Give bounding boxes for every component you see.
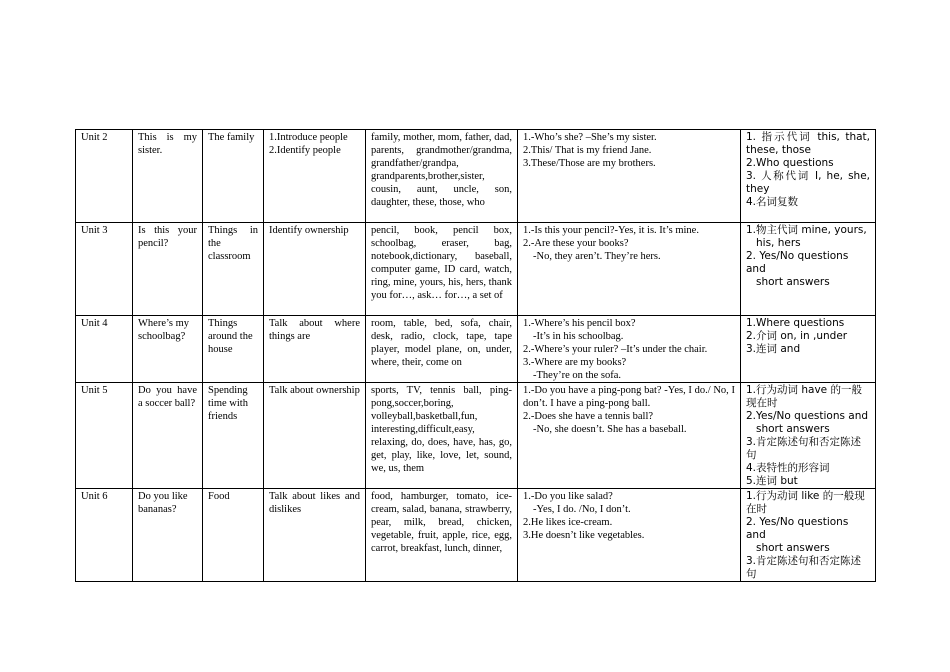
unit-cell: Unit 3 [76, 223, 133, 316]
topic-cell: The family [203, 130, 264, 223]
topic-cell: Food [203, 489, 264, 582]
functions-cell: Talk about likes and dislikes [264, 489, 366, 582]
structures-cell: 1.-Who’s she? –She’s my sister. 2.This/ That is my friend Jane. 3.These/Those are my brothers. [518, 130, 741, 223]
table-row [76, 130, 876, 223]
grammar-cell: 1. 指示代词 this, that, these, those 2.Who questions 3. 人称代词 I, he, she, they 4.名词复数 [741, 130, 876, 223]
table-row [76, 316, 876, 383]
vocabulary-cell: food, hamburger, tomato, ice-cream, salad, banana, strawberry, pear, milk, bread, chicken, vegetable, fruit, apple, rice, egg, carrot, breakfast, lunch, dinner, [366, 489, 518, 582]
structures-cell: 1.-Do you like salad? -Yes, I do. /No, I don’t. 2.He likes ice-cream. 3.He doesn’t like vegetables. [518, 489, 741, 582]
grammar-cell: 1.行为动词 like 的一般现在时 2. Yes/No questions and short answers 3.肯定陈述句和否定陈述句 [741, 489, 876, 582]
structures-cell: 1.-Where’s his pencil box? -It’s in his schoolbag. 2.-Where’s your ruler? –It’s under the chair. 3.-Where are my books? -They’re on the sofa. [518, 316, 741, 383]
vocabulary-cell: pencil, book, pencil box, schoolbag, eraser, bag, notebook,dictionary, baseball, computer game, ID card, watch, ring, mine, yours, his, hers, thank you for…, ask… for…, a set of [366, 223, 518, 316]
topic-cell: Things in the classroom [203, 223, 264, 316]
vocabulary-cell: sports, TV, tennis ball, ping-pong,soccer,boring, volleyball,basketball,fun, interesting,difficult,easy, relaxing, do, does, have, has, go, get, play, like, love, let, sound, we, us, them [366, 383, 518, 489]
syllabus-table [75, 129, 876, 582]
vocabulary-cell: family, mother, mom, father, dad, parents, grandmother/grandma, grandfather/grandpa, grandparents,brother,sister, cousin, aunt, uncle, son, daughter, these, those, who [366, 130, 518, 223]
unit-cell: Unit 4 [76, 316, 133, 383]
unit-cell: Unit 6 [76, 489, 133, 582]
table-row [76, 223, 876, 316]
unit-cell: Unit 5 [76, 383, 133, 489]
table-row [76, 489, 876, 582]
topic-cell: Spending time with friends [203, 383, 264, 489]
vocabulary-cell: room, table, bed, sofa, chair, desk, radio, clock, tape, tape player, model plane, on, under, where, their, come on [366, 316, 518, 383]
title-cell: This is my sister. [133, 130, 203, 223]
topic-cell: Things around the house [203, 316, 264, 383]
unit-cell: Unit 2 [76, 130, 133, 223]
title-cell: Do you have a soccer ball? [133, 383, 203, 489]
grammar-cell: 1.行为动词 have 的一般现在时 2.Yes/No questions and short answers 3.肯定陈述句和否定陈述句 4.表特性的形容词 5.连词 but [741, 383, 876, 489]
functions-cell: Identify ownership [264, 223, 366, 316]
structures-cell: 1.-Is this your pencil?-Yes, it is. It’s mine. 2.-Are these your books? -No, they aren’t. They’re hers. [518, 223, 741, 316]
table-row [76, 383, 876, 489]
title-cell: Is this your pencil? [133, 223, 203, 316]
title-cell: Do you like bananas? [133, 489, 203, 582]
grammar-cell: 1.物主代词 mine, yours, his, hers 2. Yes/No questions and short answers [741, 223, 876, 316]
structures-cell: 1.-Do you have a ping-pong bat? -Yes, I do./ No, I don’t. I have a ping-pong ball. 2.-Does she have a tennis ball? -No, she doesn’t. She has a baseball. [518, 383, 741, 489]
functions-cell: Talk about ownership [264, 383, 366, 489]
grammar-cell: 1.Where questions 2.介词 on, in ,under 3.连词 and [741, 316, 876, 383]
functions-cell: Talk about where things are [264, 316, 366, 383]
title-cell: Where’s my schoolbag? [133, 316, 203, 383]
functions-cell: 1.Introduce people 2.Identify people [264, 130, 366, 223]
